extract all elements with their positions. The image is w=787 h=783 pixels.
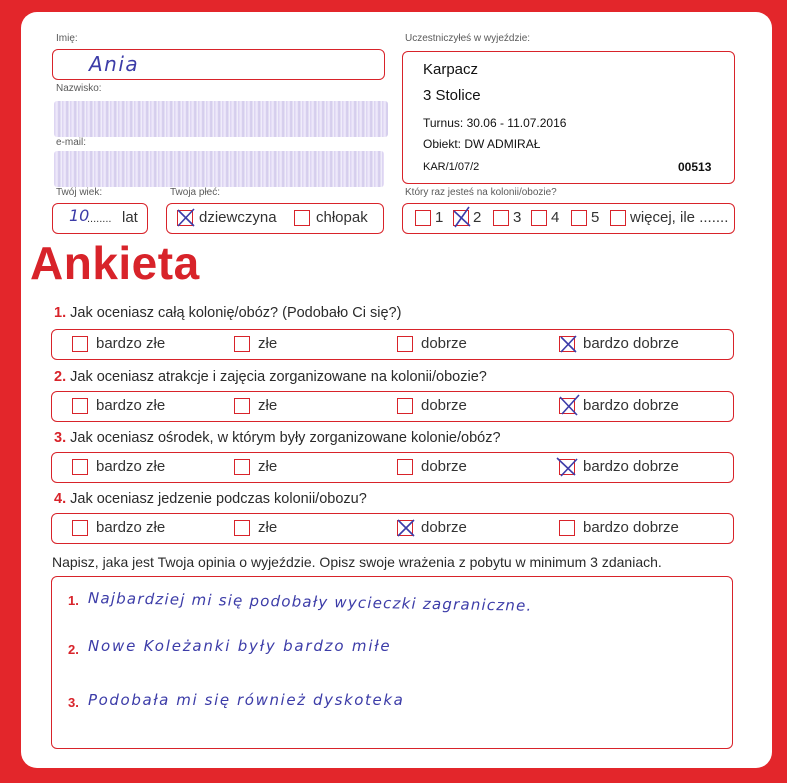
q2-bardzo-zle-checkbox[interactable]: [72, 398, 88, 414]
gender-chlopak-label: chłopak: [316, 209, 368, 226]
q4-dobrze-label: dobrze: [421, 519, 467, 536]
redacted-surname: [54, 101, 388, 137]
surname-label: Nazwisko:: [56, 83, 102, 94]
check-mark-icon: [557, 333, 579, 355]
visit-count-label: Który raz jesteś na kolonii/obozie?: [405, 187, 557, 198]
check-mark-icon: [557, 456, 579, 478]
opinion-line-1: Najbardziej mi się podobały wycieczki zagraniczne.: [87, 589, 533, 615]
q1-dobrze-label: dobrze: [421, 335, 467, 352]
q3-bardzo-zle-label: bardzo złe: [96, 458, 166, 475]
trip-program: 3 Stolice: [423, 87, 481, 104]
q3-zle-label: złe: [258, 458, 278, 475]
q1-zle-label: złe: [258, 335, 278, 352]
question-1-scale: [51, 329, 734, 360]
gender-field: [166, 203, 384, 234]
gender-chlopak-checkbox[interactable]: [294, 210, 310, 226]
gender-label: Twoja płeć:: [170, 187, 221, 198]
question-1-number: 1.: [54, 305, 67, 321]
visit-5-checkbox[interactable]: [571, 210, 587, 226]
q4-bardzo-dobrze-label: bardzo dobrze: [583, 519, 679, 536]
q1-bardzo-zle-checkbox[interactable]: [72, 336, 88, 352]
visit-count-field: [402, 203, 735, 234]
q3-zle-checkbox[interactable]: [234, 459, 250, 475]
object-value: DW ADMIRAŁ: [464, 137, 541, 151]
opinion-line-3: Podobała mi się również dyskoteka: [88, 691, 405, 709]
trip-destination: Karpacz: [423, 61, 479, 78]
trip-number: 00513: [678, 160, 712, 174]
email-label: e-mail:: [56, 137, 87, 148]
q2-bardzo-zle-label: bardzo złe: [96, 397, 166, 414]
q4-bardzo-dobrze-checkbox[interactable]: [559, 520, 575, 536]
opinion-prompt: Napisz, jaka jest Twoja opinia o wyjeździe. Opisz swoje wrażenia z pobytu w minimum 3 zdaniach.: [52, 554, 662, 570]
question-1-text: Jak oceniasz całą kolonię/obóz? (Podobało Ci się?): [70, 305, 402, 321]
opinion-line-2: Nowe Koleżanki były bardzo miłe: [88, 637, 392, 655]
check-mark-icon: [395, 517, 417, 539]
q1-zle-checkbox[interactable]: [234, 336, 250, 352]
q3-dobrze-checkbox[interactable]: [397, 459, 413, 475]
q1-dobrze-checkbox[interactable]: [397, 336, 413, 352]
opinion-line-1-number: 1.: [68, 593, 79, 608]
q2-zle-checkbox[interactable]: [234, 398, 250, 414]
question-3-scale: [51, 452, 734, 483]
q2-dobrze-checkbox[interactable]: [397, 398, 413, 414]
question-3-text: Jak oceniasz ośrodek, w którym były zorganizowane kolonie/obóz?: [70, 430, 501, 446]
question-3-number: 3.: [54, 430, 67, 446]
q3-dobrze-label: dobrze: [421, 458, 467, 475]
trip-code: KAR/1/07/2: [423, 161, 480, 173]
q4-zle-label: złe: [258, 519, 278, 536]
trip-info-box: [402, 51, 735, 184]
q3-bardzo-dobrze-checkbox[interactable]: [559, 459, 575, 475]
age-label: Twój wiek:: [56, 187, 103, 198]
trip-turnus: [423, 116, 566, 130]
check-mark-icon: [451, 207, 473, 229]
age-value: 10: [69, 206, 90, 225]
q1-bardzo-dobrze-checkbox[interactable]: [559, 336, 575, 352]
visit-1-checkbox[interactable]: [415, 210, 431, 226]
name-value: Ania: [89, 52, 140, 76]
name-label: Imię:: [56, 33, 78, 44]
q4-bardzo-zle-checkbox[interactable]: [72, 520, 88, 536]
q4-zle-checkbox[interactable]: [234, 520, 250, 536]
visit-2-checkbox[interactable]: [453, 210, 469, 226]
q2-bardzo-dobrze-checkbox[interactable]: [559, 398, 575, 414]
question-3: [54, 430, 501, 446]
visit-more-checkbox[interactable]: [610, 210, 626, 226]
q1-bardzo-zle-label: bardzo złe: [96, 335, 166, 352]
check-mark-icon: [557, 395, 579, 417]
q2-dobrze-label: dobrze: [421, 397, 467, 414]
turnus-label: Turnus:: [423, 116, 464, 130]
trip-label: Uczestniczyłeś w wyjeździe:: [405, 33, 531, 44]
email-field[interactable]: [52, 151, 385, 189]
question-2-text: Jak oceniasz atrakcje i zajęcia zorganizowane na kolonii/obozie?: [70, 369, 487, 385]
q3-bardzo-zle-checkbox[interactable]: [72, 459, 88, 475]
check-mark-icon: [175, 207, 197, 229]
question-4-text: Jak oceniasz jedzenie podczas kolonii/obozu?: [70, 491, 367, 507]
visit-3-label: 3: [513, 209, 522, 226]
turnus-value: 30.06 - 11.07.2016: [466, 116, 567, 130]
question-2-scale: [51, 391, 734, 422]
gender-dziewczyna-label: dziewczyna: [199, 209, 277, 226]
age-dots: ........: [87, 213, 112, 225]
q3-bardzo-dobrze-label: bardzo dobrze: [583, 458, 679, 475]
q2-zle-label: złe: [258, 397, 278, 414]
object-label: Obiekt:: [423, 137, 462, 151]
visit-4-checkbox[interactable]: [531, 210, 547, 226]
visit-more-label: więcej, ile .......: [630, 209, 729, 226]
visit-1-label: 1: [435, 209, 444, 226]
visit-3-checkbox[interactable]: [493, 210, 509, 226]
name-field[interactable]: [52, 49, 385, 80]
q1-bardzo-dobrze-label: bardzo dobrze: [583, 335, 679, 352]
visit-2-label: 2: [473, 209, 482, 226]
visit-5-label: 5: [591, 209, 600, 226]
question-4: [54, 491, 367, 507]
opinion-line-2-number: 2.: [68, 642, 79, 657]
trip-object: [423, 137, 540, 151]
q4-dobrze-checkbox[interactable]: [397, 520, 413, 536]
q2-bardzo-dobrze-label: bardzo dobrze: [583, 397, 679, 414]
question-4-scale: [51, 513, 734, 544]
redacted-email: [54, 151, 384, 187]
survey-title: Ankieta: [30, 237, 200, 289]
opinion-line-3-number: 3.: [68, 695, 79, 710]
q4-bardzo-zle-label: bardzo złe: [96, 519, 166, 536]
question-4-number: 4.: [54, 491, 67, 507]
question-2-number: 2.: [54, 369, 67, 385]
age-unit: lat: [122, 209, 138, 226]
gender-dziewczyna-checkbox[interactable]: [177, 210, 193, 226]
question-2: [54, 369, 487, 385]
age-field[interactable]: [52, 203, 148, 234]
question-1: [54, 305, 401, 321]
visit-4-label: 4: [551, 209, 560, 226]
opinion-textarea[interactable]: [51, 576, 733, 749]
surname-field[interactable]: [52, 99, 388, 139]
